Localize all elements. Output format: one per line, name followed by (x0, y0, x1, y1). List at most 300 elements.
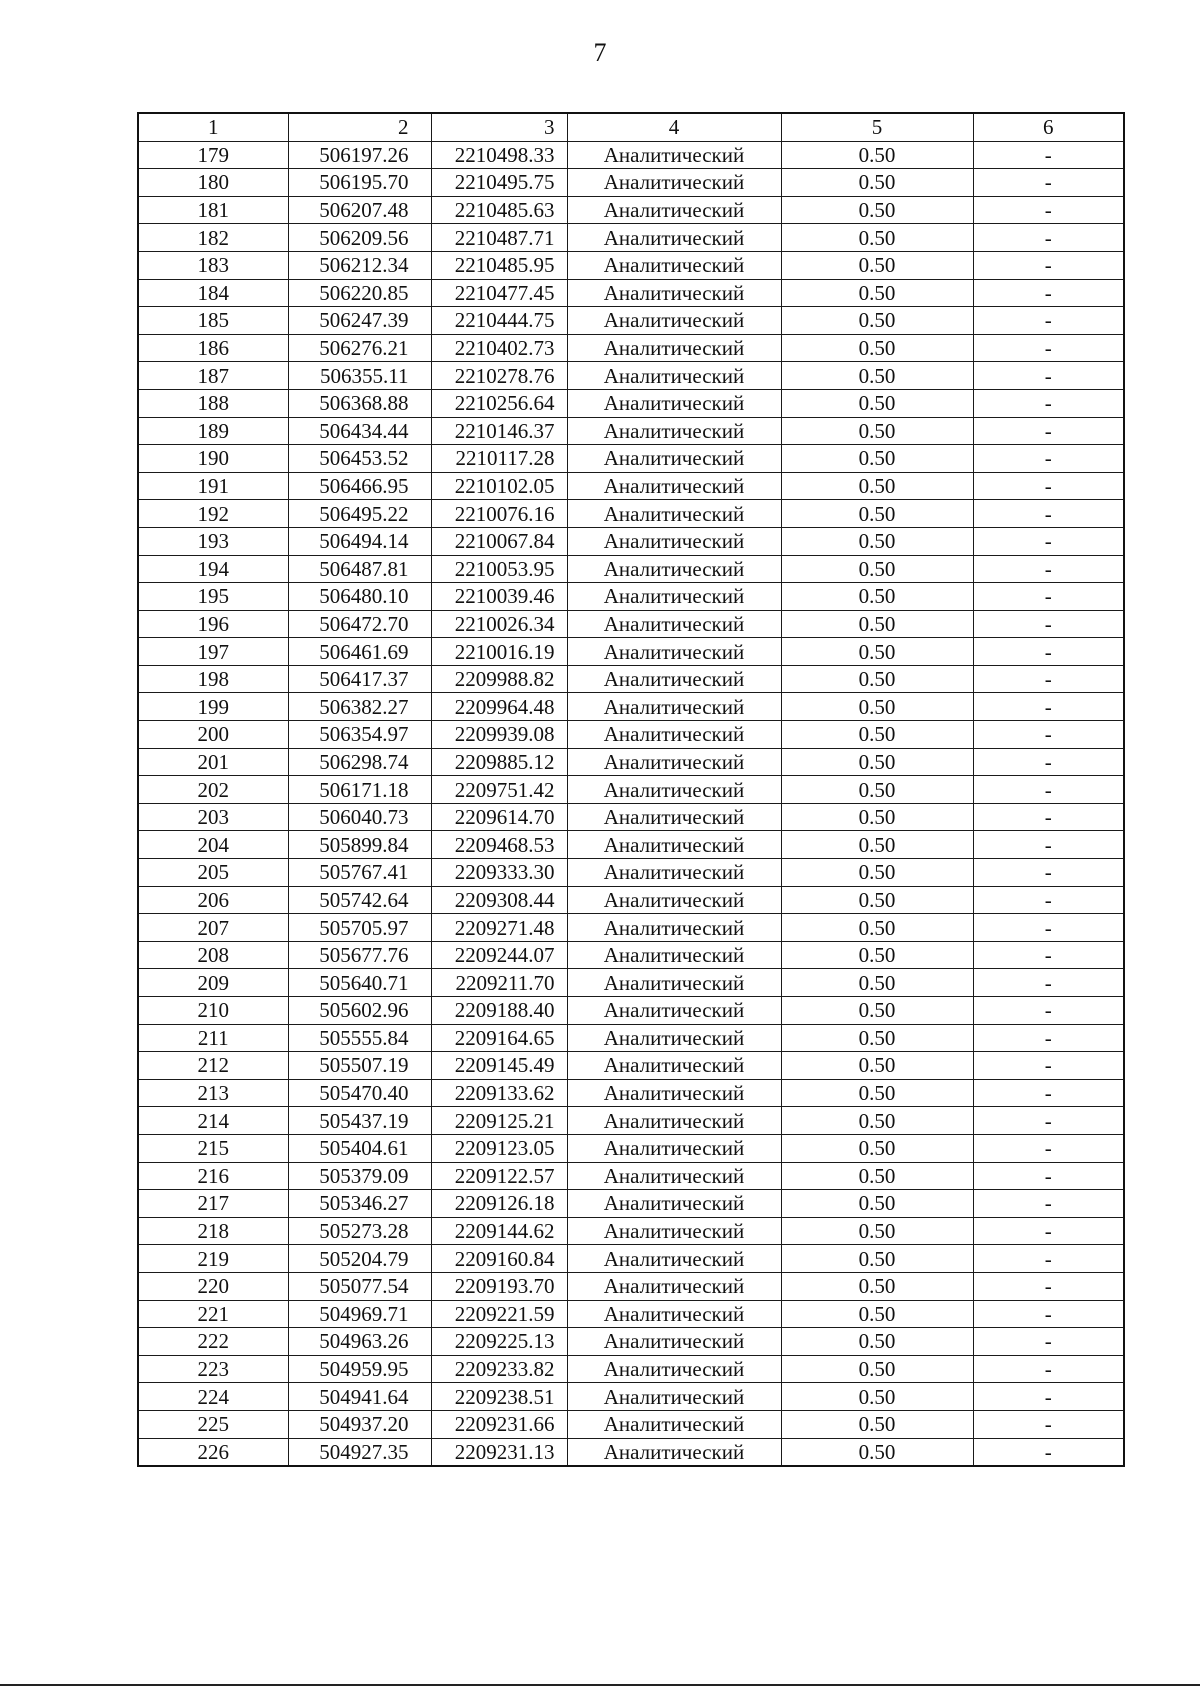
point-number-cell: 213 (138, 1079, 288, 1107)
accuracy-cell: 0.50 (781, 445, 973, 473)
x-coordinate-cell: 504937.20 (288, 1410, 431, 1438)
table-row (138, 803, 1124, 831)
x-coordinate-cell: 505677.76 (288, 941, 431, 969)
y-coordinate-cell: 2210477.45 (431, 279, 567, 307)
note-cell: - (973, 527, 1124, 555)
accuracy-cell: 0.50 (781, 665, 973, 693)
method-cell: Аналитический (567, 279, 781, 307)
method-cell: Аналитический (567, 527, 781, 555)
method-cell: Аналитический (567, 610, 781, 638)
method-cell: Аналитический (567, 1107, 781, 1135)
note-cell: - (973, 1355, 1124, 1383)
accuracy-cell: 0.50 (781, 1245, 973, 1273)
method-cell: Аналитический (567, 1438, 781, 1466)
y-coordinate-cell: 2210444.75 (431, 307, 567, 335)
method-cell: Аналитический (567, 583, 781, 611)
y-coordinate-cell: 2209964.48 (431, 693, 567, 721)
y-coordinate-cell: 2209939.08 (431, 721, 567, 749)
y-coordinate-cell: 2209133.62 (431, 1079, 567, 1107)
note-cell: - (973, 1328, 1124, 1356)
x-coordinate-cell: 505437.19 (288, 1107, 431, 1135)
method-cell: Аналитический (567, 693, 781, 721)
y-coordinate-cell: 2209988.82 (431, 665, 567, 693)
method-cell: Аналитический (567, 251, 781, 279)
table-row (138, 1024, 1124, 1052)
note-cell: - (973, 941, 1124, 969)
note-cell: - (973, 251, 1124, 279)
method-cell: Аналитический (567, 1355, 781, 1383)
note-cell: - (973, 665, 1124, 693)
x-coordinate-cell: 506040.73 (288, 803, 431, 831)
point-number-cell: 179 (138, 141, 288, 169)
method-cell: Аналитический (567, 141, 781, 169)
method-cell: Аналитический (567, 389, 781, 417)
accuracy-cell: 0.50 (781, 196, 973, 224)
y-coordinate-cell: 2209244.07 (431, 941, 567, 969)
table-row (138, 665, 1124, 693)
x-coordinate-cell: 506209.56 (288, 224, 431, 252)
table-row (138, 583, 1124, 611)
x-coordinate-cell: 506355.11 (288, 362, 431, 390)
method-cell: Аналитический (567, 776, 781, 804)
table-row (138, 721, 1124, 749)
x-coordinate-cell: 505555.84 (288, 1024, 431, 1052)
method-cell: Аналитический (567, 472, 781, 500)
x-coordinate-cell: 505379.09 (288, 1162, 431, 1190)
accuracy-cell: 0.50 (781, 969, 973, 997)
y-coordinate-cell: 2210498.33 (431, 141, 567, 169)
x-coordinate-cell: 505077.54 (288, 1272, 431, 1300)
y-coordinate-cell: 2210053.95 (431, 555, 567, 583)
point-number-cell: 203 (138, 803, 288, 831)
point-number-cell: 181 (138, 196, 288, 224)
point-number-cell: 221 (138, 1300, 288, 1328)
page-number: 7 (593, 38, 607, 67)
point-number-cell: 224 (138, 1383, 288, 1411)
table-row (138, 610, 1124, 638)
note-cell: - (973, 500, 1124, 528)
table-row (138, 1052, 1124, 1080)
accuracy-cell: 0.50 (781, 555, 973, 583)
x-coordinate-cell: 506220.85 (288, 279, 431, 307)
method-cell: Аналитический (567, 1190, 781, 1218)
note-cell: - (973, 693, 1124, 721)
table-row (138, 169, 1124, 197)
accuracy-cell: 0.50 (781, 527, 973, 555)
y-coordinate-cell: 2209144.62 (431, 1217, 567, 1245)
y-coordinate-cell: 2209160.84 (431, 1245, 567, 1273)
y-coordinate-cell: 2209225.13 (431, 1328, 567, 1356)
table-row (138, 859, 1124, 887)
x-coordinate-cell: 506247.39 (288, 307, 431, 335)
accuracy-cell: 0.50 (781, 1107, 973, 1135)
point-number-cell: 197 (138, 638, 288, 666)
point-number-cell: 219 (138, 1245, 288, 1273)
point-number-cell: 186 (138, 334, 288, 362)
method-cell: Аналитический (567, 1162, 781, 1190)
accuracy-cell: 0.50 (781, 693, 973, 721)
point-number-cell: 206 (138, 886, 288, 914)
y-coordinate-cell: 2209145.49 (431, 1052, 567, 1080)
method-cell: Аналитический (567, 831, 781, 859)
table-row (138, 1355, 1124, 1383)
note-cell: - (973, 1300, 1124, 1328)
note-cell: - (973, 583, 1124, 611)
note-cell: - (973, 169, 1124, 197)
y-coordinate-cell: 2210117.28 (431, 445, 567, 473)
y-coordinate-cell: 2209126.18 (431, 1190, 567, 1218)
x-coordinate-cell: 506480.10 (288, 583, 431, 611)
note-cell: - (973, 831, 1124, 859)
accuracy-cell: 0.50 (781, 224, 973, 252)
accuracy-cell: 0.50 (781, 1410, 973, 1438)
x-coordinate-cell: 506298.74 (288, 748, 431, 776)
x-coordinate-cell: 504969.71 (288, 1300, 431, 1328)
table-row (138, 1162, 1124, 1190)
accuracy-cell: 0.50 (781, 472, 973, 500)
accuracy-cell: 0.50 (781, 1300, 973, 1328)
x-coordinate-cell: 506472.70 (288, 610, 431, 638)
table-row (138, 334, 1124, 362)
table-row (138, 941, 1124, 969)
accuracy-cell: 0.50 (781, 583, 973, 611)
table-row (138, 831, 1124, 859)
note-cell: - (973, 445, 1124, 473)
x-coordinate-cell: 504941.64 (288, 1383, 431, 1411)
accuracy-cell: 0.50 (781, 1079, 973, 1107)
x-coordinate-cell: 505273.28 (288, 1217, 431, 1245)
y-coordinate-cell: 2209233.82 (431, 1355, 567, 1383)
table-row (138, 1107, 1124, 1135)
method-cell: Аналитический (567, 941, 781, 969)
x-coordinate-cell: 505742.64 (288, 886, 431, 914)
note-cell: - (973, 1245, 1124, 1273)
table-body (138, 141, 1124, 1466)
accuracy-cell: 0.50 (781, 1134, 973, 1162)
x-coordinate-cell: 506453.52 (288, 445, 431, 473)
point-number-cell: 201 (138, 748, 288, 776)
method-cell: Аналитический (567, 748, 781, 776)
table-row (138, 389, 1124, 417)
y-coordinate-cell: 2210495.75 (431, 169, 567, 197)
point-number-cell: 198 (138, 665, 288, 693)
table-row (138, 500, 1124, 528)
table-row (138, 1190, 1124, 1218)
x-coordinate-cell: 505346.27 (288, 1190, 431, 1218)
accuracy-cell: 0.50 (781, 1162, 973, 1190)
method-cell: Аналитический (567, 1383, 781, 1411)
point-number-cell: 195 (138, 583, 288, 611)
x-coordinate-cell: 506171.18 (288, 776, 431, 804)
accuracy-cell: 0.50 (781, 1190, 973, 1218)
x-coordinate-cell: 505507.19 (288, 1052, 431, 1080)
point-number-cell: 211 (138, 1024, 288, 1052)
x-coordinate-cell: 505640.71 (288, 969, 431, 997)
y-coordinate-cell: 2210278.76 (431, 362, 567, 390)
column-header-6: 6 (973, 113, 1124, 141)
note-cell: - (973, 803, 1124, 831)
note-cell: - (973, 334, 1124, 362)
point-number-cell: 189 (138, 417, 288, 445)
table-row (138, 251, 1124, 279)
method-cell: Аналитический (567, 1300, 781, 1328)
point-number-cell: 209 (138, 969, 288, 997)
method-cell: Аналитический (567, 362, 781, 390)
x-coordinate-cell: 505899.84 (288, 831, 431, 859)
y-coordinate-cell: 2210016.19 (431, 638, 567, 666)
method-cell: Аналитический (567, 1024, 781, 1052)
point-number-cell: 200 (138, 721, 288, 749)
column-header-4: 4 (567, 113, 781, 141)
accuracy-cell: 0.50 (781, 251, 973, 279)
point-number-cell: 217 (138, 1190, 288, 1218)
y-coordinate-cell: 2210102.05 (431, 472, 567, 500)
point-number-cell: 225 (138, 1410, 288, 1438)
table-row (138, 1245, 1124, 1273)
method-cell: Аналитический (567, 1217, 781, 1245)
accuracy-cell: 0.50 (781, 748, 973, 776)
accuracy-cell: 0.50 (781, 169, 973, 197)
accuracy-cell: 0.50 (781, 1052, 973, 1080)
point-number-cell: 199 (138, 693, 288, 721)
note-cell: - (973, 638, 1124, 666)
x-coordinate-cell: 506487.81 (288, 555, 431, 583)
note-cell: - (973, 196, 1124, 224)
y-coordinate-cell: 2210039.46 (431, 583, 567, 611)
x-coordinate-cell: 506195.70 (288, 169, 431, 197)
table-row (138, 748, 1124, 776)
table-row (138, 224, 1124, 252)
table-row (138, 886, 1124, 914)
point-number-cell: 202 (138, 776, 288, 804)
y-coordinate-cell: 2209885.12 (431, 748, 567, 776)
point-number-cell: 185 (138, 307, 288, 335)
table-row (138, 445, 1124, 473)
note-cell: - (973, 1438, 1124, 1466)
accuracy-cell: 0.50 (781, 859, 973, 887)
table-row (138, 1300, 1124, 1328)
x-coordinate-cell: 506212.34 (288, 251, 431, 279)
table-row (138, 555, 1124, 583)
table-row (138, 1217, 1124, 1245)
note-cell: - (973, 389, 1124, 417)
method-cell: Аналитический (567, 638, 781, 666)
note-cell: - (973, 1190, 1124, 1218)
accuracy-cell: 0.50 (781, 638, 973, 666)
accuracy-cell: 0.50 (781, 831, 973, 859)
accuracy-cell: 0.50 (781, 1438, 973, 1466)
coordinates-table (137, 112, 1125, 1467)
note-cell: - (973, 1162, 1124, 1190)
x-coordinate-cell: 506466.95 (288, 472, 431, 500)
table-row (138, 141, 1124, 169)
x-coordinate-cell: 505470.40 (288, 1079, 431, 1107)
y-coordinate-cell: 2209231.13 (431, 1438, 567, 1466)
y-coordinate-cell: 2209123.05 (431, 1134, 567, 1162)
x-coordinate-cell: 506494.14 (288, 527, 431, 555)
method-cell: Аналитический (567, 1245, 781, 1273)
method-cell: Аналитический (567, 969, 781, 997)
x-coordinate-cell: 506461.69 (288, 638, 431, 666)
method-cell: Аналитический (567, 169, 781, 197)
note-cell: - (973, 886, 1124, 914)
y-coordinate-cell: 2209751.42 (431, 776, 567, 804)
method-cell: Аналитический (567, 803, 781, 831)
y-coordinate-cell: 2209211.70 (431, 969, 567, 997)
point-number-cell: 212 (138, 1052, 288, 1080)
accuracy-cell: 0.50 (781, 721, 973, 749)
table-row (138, 1272, 1124, 1300)
note-cell: - (973, 721, 1124, 749)
method-cell: Аналитический (567, 1410, 781, 1438)
method-cell: Аналитический (567, 665, 781, 693)
x-coordinate-cell: 505602.96 (288, 997, 431, 1025)
note-cell: - (973, 776, 1124, 804)
point-number-cell: 205 (138, 859, 288, 887)
table-row (138, 1383, 1124, 1411)
y-coordinate-cell: 2210146.37 (431, 417, 567, 445)
method-cell: Аналитический (567, 500, 781, 528)
table-row (138, 1134, 1124, 1162)
y-coordinate-cell: 2210256.64 (431, 389, 567, 417)
x-coordinate-cell: 505767.41 (288, 859, 431, 887)
table-row (138, 638, 1124, 666)
y-coordinate-cell: 2210485.95 (431, 251, 567, 279)
x-coordinate-cell: 506495.22 (288, 500, 431, 528)
y-coordinate-cell: 2210485.63 (431, 196, 567, 224)
accuracy-cell: 0.50 (781, 886, 973, 914)
y-coordinate-cell: 2210487.71 (431, 224, 567, 252)
x-coordinate-cell: 505404.61 (288, 1134, 431, 1162)
x-coordinate-cell: 506368.88 (288, 389, 431, 417)
table-row (138, 196, 1124, 224)
method-cell: Аналитический (567, 997, 781, 1025)
point-number-cell: 215 (138, 1134, 288, 1162)
point-number-cell: 214 (138, 1107, 288, 1135)
note-cell: - (973, 969, 1124, 997)
method-cell: Аналитический (567, 1134, 781, 1162)
x-coordinate-cell: 506434.44 (288, 417, 431, 445)
y-coordinate-cell: 2209125.21 (431, 1107, 567, 1135)
x-coordinate-cell: 505705.97 (288, 914, 431, 942)
note-cell: - (973, 1383, 1124, 1411)
method-cell: Аналитический (567, 1272, 781, 1300)
point-number-cell: 188 (138, 389, 288, 417)
method-cell: Аналитический (567, 914, 781, 942)
point-number-cell: 183 (138, 251, 288, 279)
x-coordinate-cell: 506276.21 (288, 334, 431, 362)
x-coordinate-cell: 504927.35 (288, 1438, 431, 1466)
method-cell: Аналитический (567, 886, 781, 914)
table-row (138, 1410, 1124, 1438)
x-coordinate-cell: 506417.37 (288, 665, 431, 693)
y-coordinate-cell: 2209188.40 (431, 997, 567, 1025)
method-cell: Аналитический (567, 1079, 781, 1107)
x-coordinate-cell: 504959.95 (288, 1355, 431, 1383)
accuracy-cell: 0.50 (781, 141, 973, 169)
accuracy-cell: 0.50 (781, 1217, 973, 1245)
point-number-cell: 220 (138, 1272, 288, 1300)
point-number-cell: 192 (138, 500, 288, 528)
x-coordinate-cell: 505204.79 (288, 1245, 431, 1273)
y-coordinate-cell: 2210067.84 (431, 527, 567, 555)
point-number-cell: 190 (138, 445, 288, 473)
note-cell: - (973, 914, 1124, 942)
table-row (138, 417, 1124, 445)
point-number-cell: 194 (138, 555, 288, 583)
note-cell: - (973, 1134, 1124, 1162)
note-cell: - (973, 748, 1124, 776)
y-coordinate-cell: 2210076.16 (431, 500, 567, 528)
y-coordinate-cell: 2209308.44 (431, 886, 567, 914)
point-number-cell: 207 (138, 914, 288, 942)
page-bottom-rule (0, 1684, 1200, 1686)
accuracy-cell: 0.50 (781, 776, 973, 804)
table-row (138, 969, 1124, 997)
note-cell: - (973, 610, 1124, 638)
accuracy-cell: 0.50 (781, 362, 973, 390)
method-cell: Аналитический (567, 417, 781, 445)
table-row (138, 1328, 1124, 1356)
accuracy-cell: 0.50 (781, 1024, 973, 1052)
point-number-cell: 216 (138, 1162, 288, 1190)
note-cell: - (973, 362, 1124, 390)
y-coordinate-cell: 2209271.48 (431, 914, 567, 942)
note-cell: - (973, 1107, 1124, 1135)
table-row (138, 472, 1124, 500)
note-cell: - (973, 555, 1124, 583)
point-number-cell: 180 (138, 169, 288, 197)
table-row (138, 997, 1124, 1025)
point-number-cell: 187 (138, 362, 288, 390)
y-coordinate-cell: 2209122.57 (431, 1162, 567, 1190)
table-row (138, 279, 1124, 307)
accuracy-cell: 0.50 (781, 610, 973, 638)
table-row (138, 776, 1124, 804)
table-row (138, 307, 1124, 335)
note-cell: - (973, 279, 1124, 307)
y-coordinate-cell: 2209231.66 (431, 1410, 567, 1438)
x-coordinate-cell: 506207.48 (288, 196, 431, 224)
accuracy-cell: 0.50 (781, 417, 973, 445)
table-header (138, 113, 1124, 141)
table-row (138, 362, 1124, 390)
y-coordinate-cell: 2209164.65 (431, 1024, 567, 1052)
accuracy-cell: 0.50 (781, 941, 973, 969)
y-coordinate-cell: 2209193.70 (431, 1272, 567, 1300)
method-cell: Аналитический (567, 334, 781, 362)
column-header-5: 5 (781, 113, 973, 141)
y-coordinate-cell: 2209614.70 (431, 803, 567, 831)
method-cell: Аналитический (567, 196, 781, 224)
y-coordinate-cell: 2209221.59 (431, 1300, 567, 1328)
point-number-cell: 210 (138, 997, 288, 1025)
table-row (138, 1438, 1124, 1466)
note-cell: - (973, 997, 1124, 1025)
accuracy-cell: 0.50 (781, 803, 973, 831)
accuracy-cell: 0.50 (781, 997, 973, 1025)
x-coordinate-cell: 506354.97 (288, 721, 431, 749)
method-cell: Аналитический (567, 1052, 781, 1080)
y-coordinate-cell: 2209468.53 (431, 831, 567, 859)
accuracy-cell: 0.50 (781, 914, 973, 942)
table-row (138, 914, 1124, 942)
table-row (138, 527, 1124, 555)
point-number-cell: 196 (138, 610, 288, 638)
accuracy-cell: 0.50 (781, 334, 973, 362)
point-number-cell: 218 (138, 1217, 288, 1245)
note-cell: - (973, 417, 1124, 445)
